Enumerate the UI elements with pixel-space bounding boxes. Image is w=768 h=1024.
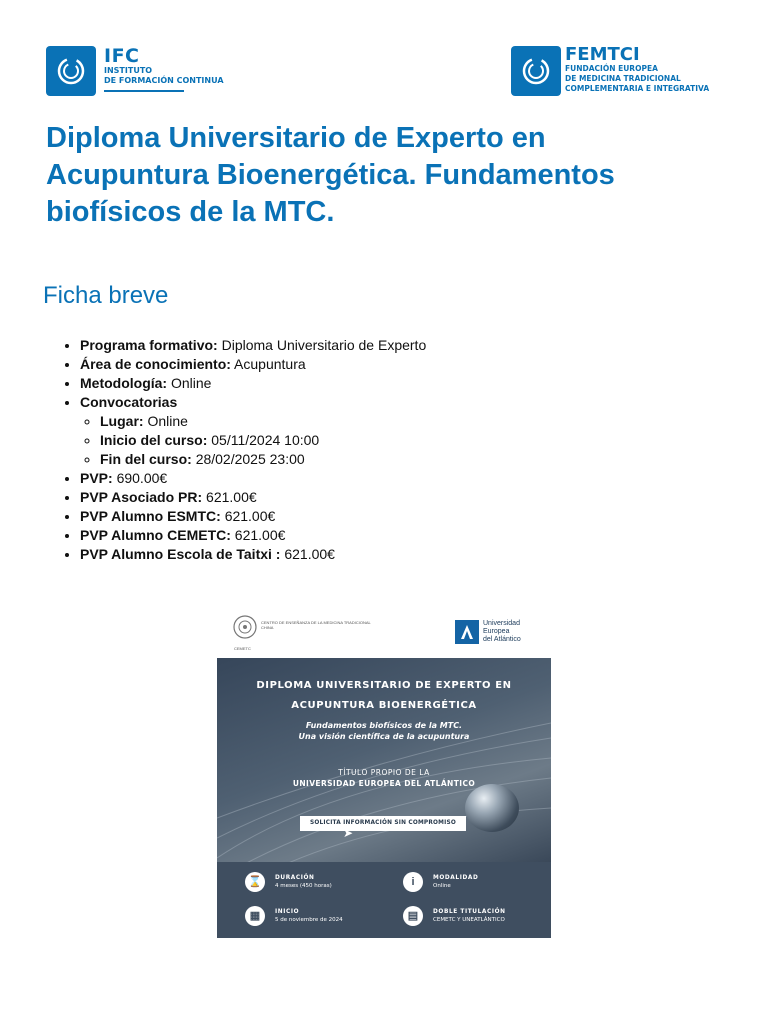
uea-line1: Universidad bbox=[483, 620, 520, 627]
list-item bbox=[100, 412, 426, 431]
fact-label: PVP: bbox=[80, 470, 113, 486]
banner-info-panel bbox=[217, 862, 551, 938]
list-item bbox=[100, 450, 426, 469]
femtci-line1: FUNDACIÓN EUROPEA bbox=[565, 64, 658, 73]
duracion-value: 4 meses (450 horas) bbox=[275, 883, 332, 889]
ifc-line1: INSTITUTO bbox=[104, 66, 153, 75]
ifc-logo[interactable] bbox=[46, 46, 224, 96]
fact-label: PVP Alumno ESMTC: bbox=[80, 508, 221, 524]
uea-a-icon bbox=[455, 620, 479, 644]
course-banner-image[interactable] bbox=[217, 604, 551, 938]
inicio-info bbox=[245, 906, 343, 926]
list-item bbox=[80, 526, 426, 545]
doble-titulacion-info bbox=[403, 906, 506, 926]
duracion-info bbox=[245, 872, 332, 892]
banner-title-line1: DIPLOMA UNIVERSITARIO DE EXPERTO EN bbox=[256, 680, 512, 691]
banner-titulo-line1: TÍTULO PROPIO DE LA bbox=[338, 768, 430, 777]
fact-value: Acupuntura bbox=[234, 356, 306, 372]
banner-subtitle bbox=[217, 720, 551, 742]
fact-label: Programa formativo: bbox=[80, 337, 218, 353]
fact-value: Diploma Universitario de Experto bbox=[221, 337, 427, 353]
list-item bbox=[80, 545, 426, 564]
uea-line3: del Atlántico bbox=[483, 636, 521, 643]
hourglass-icon: ⌛ bbox=[245, 872, 265, 892]
femtci-line2: DE MEDICINA TRADICIONAL bbox=[565, 74, 681, 83]
uea-logo bbox=[455, 620, 521, 644]
femtci-line3: COMPLEMENTARIA E INTEGRATIVA bbox=[565, 84, 710, 93]
section-title: Ficha breve bbox=[43, 282, 169, 309]
ifc-line2: DE FORMACIÓN CONTINUA bbox=[104, 76, 224, 85]
list-item bbox=[80, 488, 426, 507]
list-item bbox=[80, 336, 426, 355]
calendar-icon: ▦ bbox=[245, 906, 265, 926]
fact-label: PVP Alumno Escola de Taitxi : bbox=[80, 546, 281, 562]
list-item bbox=[80, 355, 426, 374]
banner-title-line2: ACUPUNTURA BIOENERGÉTICA bbox=[291, 700, 477, 711]
doble-label: DOBLE TITULACIÓN bbox=[433, 909, 506, 915]
fact-value: 690.00€ bbox=[116, 470, 168, 486]
fact-label: Área de conocimiento: bbox=[80, 356, 231, 372]
banner-subtitle-line1: Fundamentos biofísicos de la MTC. bbox=[305, 721, 463, 730]
banner-photo bbox=[217, 658, 551, 862]
person-icon: i bbox=[403, 872, 423, 892]
fact-label: PVP Alumno CEMETC: bbox=[80, 527, 231, 543]
list-item bbox=[80, 393, 426, 469]
banner-title bbox=[217, 676, 551, 716]
banner-header bbox=[217, 604, 551, 658]
fact-label: Fin del curso: bbox=[100, 451, 192, 467]
ifc-emblem-icon bbox=[46, 46, 96, 96]
femtci-emblem-icon bbox=[511, 46, 561, 96]
femtci-name: FEMTCI bbox=[565, 44, 640, 65]
water-drop-image bbox=[465, 784, 519, 832]
ifc-name: IFC bbox=[104, 45, 140, 67]
fact-value: 621.00€ bbox=[284, 546, 335, 562]
cemetc-text: CENTRO DE ENSEÑANZA DE LA MEDICINA TRADICIONAL CHINA bbox=[261, 620, 371, 630]
fact-value: Online bbox=[147, 413, 188, 429]
certificate-icon: ▤ bbox=[403, 906, 423, 926]
uea-line2: Europea bbox=[483, 628, 510, 635]
fact-value: 28/02/2025 23:00 bbox=[195, 451, 305, 467]
fact-label: PVP Asociado PR: bbox=[80, 489, 203, 505]
list-item bbox=[80, 374, 426, 393]
fact-label: Lugar: bbox=[100, 413, 144, 429]
modalidad-info bbox=[403, 872, 478, 892]
list-item bbox=[80, 469, 426, 488]
femtci-logo[interactable] bbox=[511, 46, 709, 96]
doble-value: CEMETC Y UNEATLÁNTICO bbox=[433, 917, 505, 923]
cemetc-seal-icon bbox=[232, 614, 258, 644]
course-facts-list bbox=[62, 336, 426, 564]
banner-subtitle-line2: Una visión científica de la acupuntura bbox=[298, 732, 470, 741]
fact-label: Metodología: bbox=[80, 375, 168, 391]
modalidad-label: MODALIDAD bbox=[433, 875, 479, 881]
fact-label: Convocatorias bbox=[80, 394, 178, 410]
cemetc-word: CEMETC bbox=[234, 646, 251, 651]
ifc-underline bbox=[104, 90, 184, 92]
list-item bbox=[80, 507, 426, 526]
fact-value: 621.00€ bbox=[206, 489, 257, 505]
fact-value: 621.00€ bbox=[234, 527, 286, 543]
convocatorias-sublist bbox=[80, 412, 426, 469]
duracion-label: DURACIÓN bbox=[275, 875, 315, 881]
page-title: Diploma Universitario de Experto en Acupuntura Bioenergética. Fundamentos biofísicos de la MTC. bbox=[46, 122, 615, 228]
request-info-button[interactable]: SOLICITA INFORMACIÓN SIN COMPROMISO bbox=[300, 816, 466, 831]
fact-value: 05/11/2024 10:00 bbox=[211, 432, 320, 448]
list-item bbox=[100, 431, 426, 450]
inicio-label: INICIO bbox=[275, 909, 300, 915]
fact-label: Inicio del curso: bbox=[100, 432, 208, 448]
fact-value: 621.00€ bbox=[224, 508, 276, 524]
fact-value: Online bbox=[171, 375, 212, 391]
inicio-value: 5 de noviembre de 2024 bbox=[275, 917, 343, 923]
banner-titulo-line2: UNIVERSIDAD EUROPEA DEL ATLÁNTICO bbox=[292, 779, 476, 788]
cursor-icon: ➤ bbox=[343, 826, 354, 840]
modalidad-value: Online bbox=[433, 883, 451, 889]
